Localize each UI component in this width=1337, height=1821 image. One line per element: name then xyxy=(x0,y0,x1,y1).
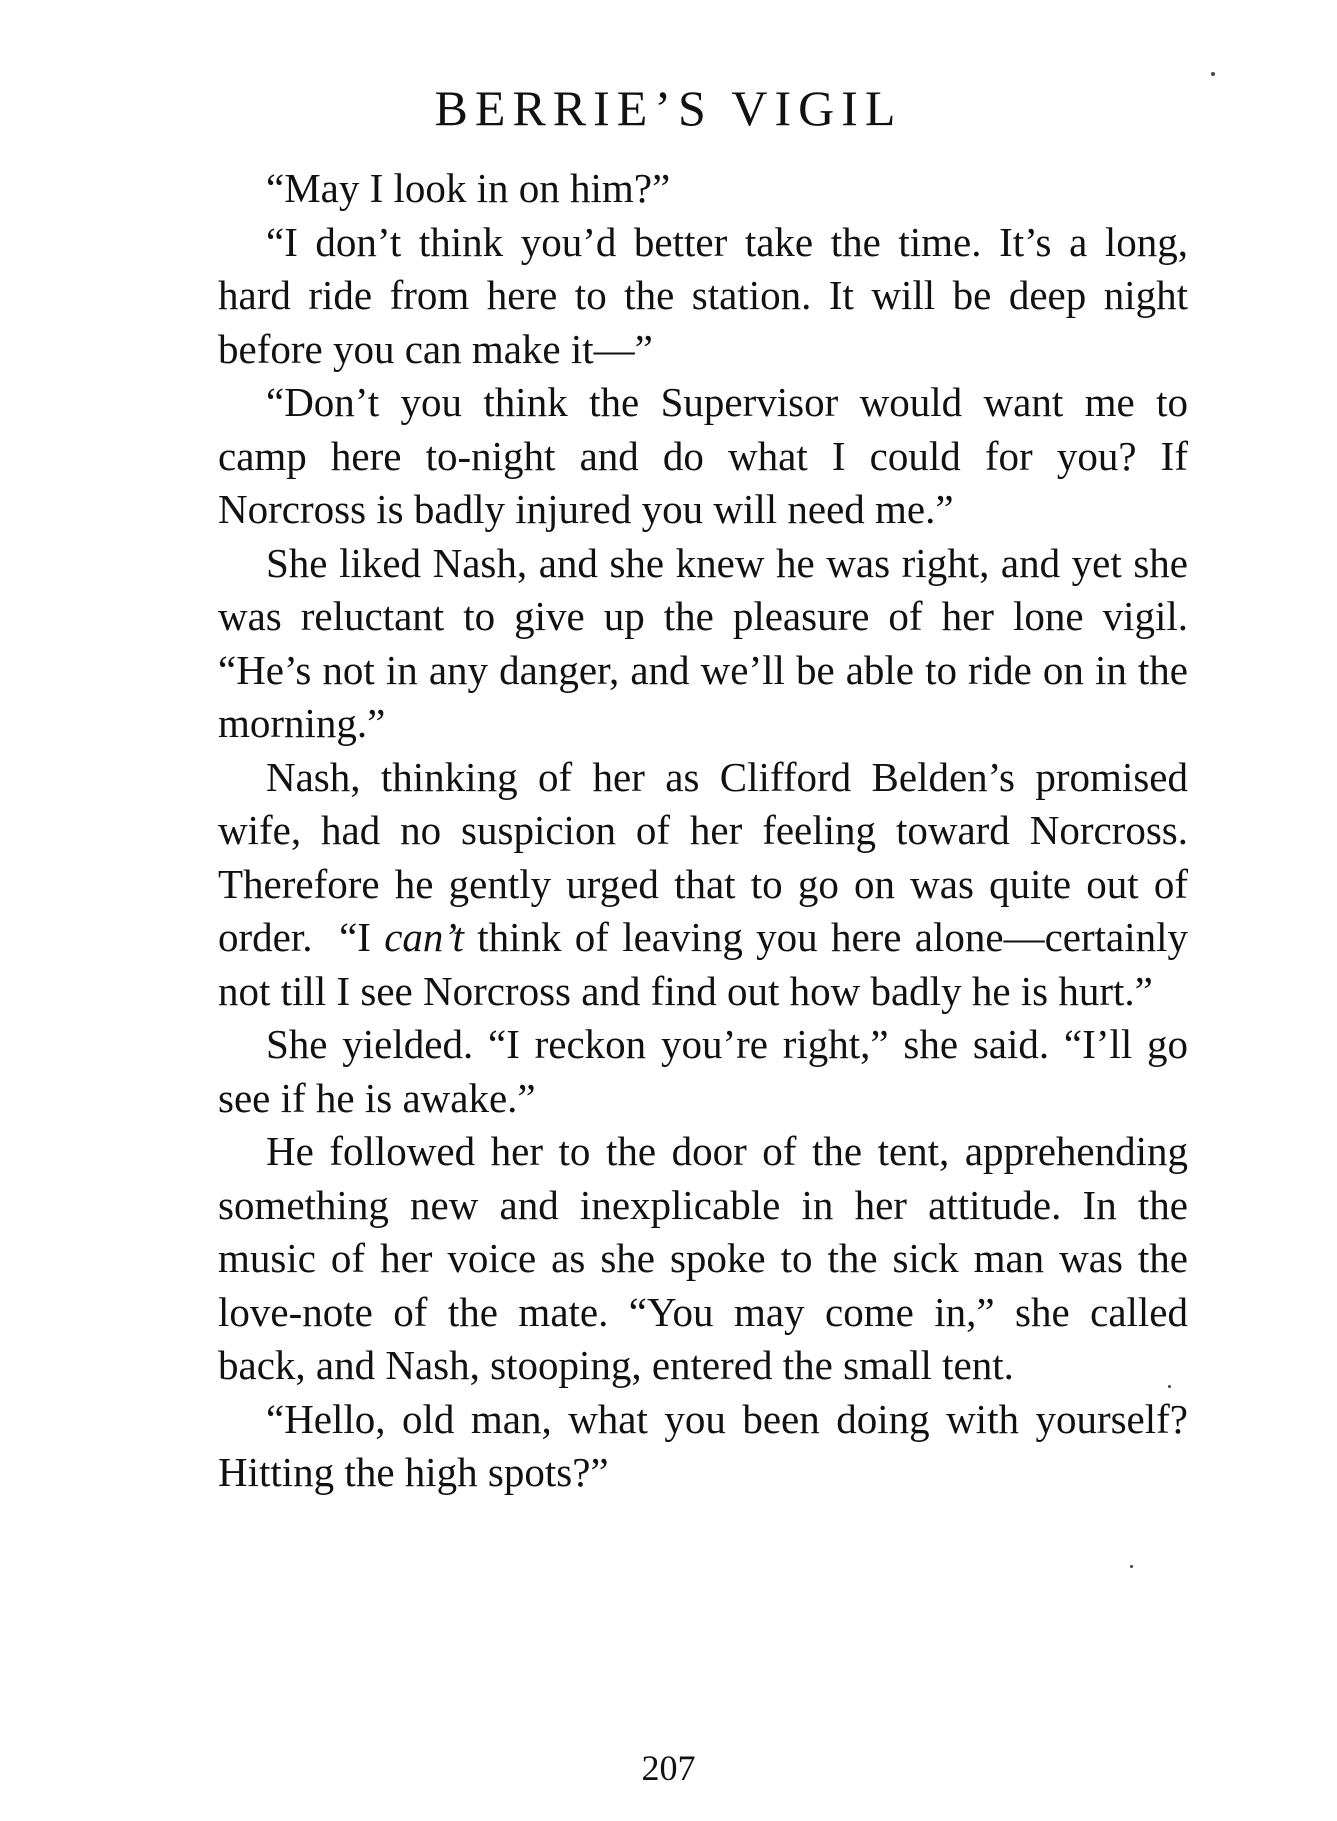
paragraph: She liked Nash, and she knew he was right, and yet she was reluctant to give up the pleasure of her lone vigil. “He’s not in any danger, and we’ll be able to ride on in the morning.” xyxy=(218,539,1188,746)
body-text xyxy=(218,162,1188,1500)
page-number: 207 xyxy=(641,1748,696,1788)
scan-speck xyxy=(1168,1385,1171,1388)
paragraph: “May I look in on him?” xyxy=(266,165,671,211)
quote-rest: think of leaving you here alone—certainly not till I see Norcross and find out how badly he is hurt.” xyxy=(218,914,1188,1014)
paragraph: “Hello, old man, what you been doing with yourself? Hitting the high spots?” xyxy=(218,1395,1188,1495)
paragraph: “I don’t think you’d better take the time. It’s a long, hard ride from here to the station. It will be deep night before you can make it—” xyxy=(218,218,1188,372)
quote-open: “I xyxy=(339,914,385,960)
paragraph: She yielded. “I reckon you’re right,” she said. “I’ll go see if he is awake.” xyxy=(218,1021,1188,1121)
scan-speck xyxy=(1130,1565,1133,1568)
running-title: BERRIE’S VIGIL xyxy=(434,80,903,136)
italic-emphasis: can’t xyxy=(384,914,464,960)
scan-speck xyxy=(1211,72,1215,76)
paragraph: He followed her to the door of the tent, apprehending something new and inexplicable in her attitude. In the music of her voice as she spoke to the sick man was the love-note of the mate. “You may come in,” she called back, and Nash, stooping, entered the small tent. xyxy=(218,1128,1188,1388)
paragraph: “Don’t you think the Supervisor would want me to camp here to-night and do what I could for you? If Norcross is badly injured you will need me.” xyxy=(218,379,1188,532)
paragraph-text: Nash, thinking of her as Clifford Belden’s promised wife, had no suspicion of her feeling toward Norcross. Therefore he gently urged that to go on was quite out of order. xyxy=(218,753,1188,960)
paragraph xyxy=(218,751,1188,1019)
